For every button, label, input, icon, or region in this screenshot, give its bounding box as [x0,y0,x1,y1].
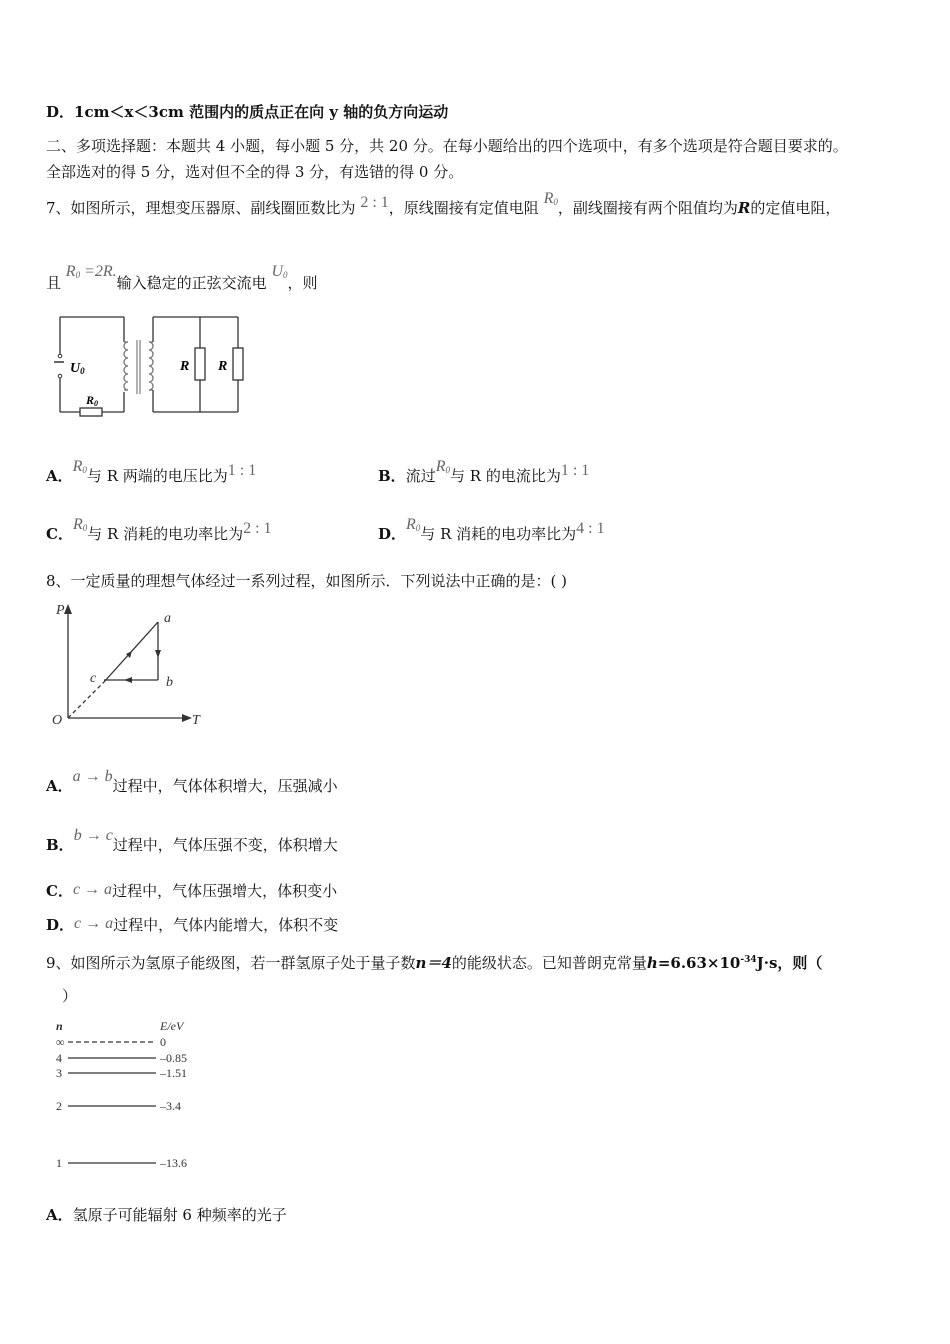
point-a-label: a [164,611,171,626]
q9-stem-close: ） [62,987,78,1005]
level-e-inf: 0 [160,1035,166,1049]
option-label: D． [46,103,75,121]
level-n-2: 2 [56,1099,62,1113]
resistor-2-label: R [218,359,228,374]
q8-pt-graph [48,600,218,730]
section-2-heading: 二、多项选择题：本题共 4 小题，每小题 5 分，共 20 分。在每小题给出的四个选项中，有多个选项是符合题目要求的。 [46,137,848,155]
resistor-1-label: R [180,359,190,374]
ratio-formula: 2 : 1 [360,194,389,211]
level-n-3: 3 [56,1066,62,1080]
r0-label: R0 [86,393,99,408]
q8-stem: 8、一定质量的理想气体经过一系列过程，如图所示．下列说法中正确的是：( ) [46,572,568,590]
source-label: U0 [70,361,85,376]
r0-symbol: $R_0$ [543,190,558,207]
u0-symbol: $U_0$ [271,263,288,280]
graph-y-label: P [56,603,65,618]
level-e-4: –0.85 [160,1051,187,1065]
level-e-2: –3.4 [160,1099,181,1113]
r0-equation: $R_0 =2R$. [65,263,117,280]
q9-stem: 9、如图所示为氢原子能级图，若一群氢原子处于量子数n＝4的能级状态。已知普朗克常量$h=6.63\times 10^{-34}J\cdot s$，则（ [46,954,823,972]
q9-option-a: A．氢原子可能辐射 6 种频率的光子 [46,1206,287,1224]
q7-option-d: D．$R_0$与 R 消耗的电功率比为4 : 1 [378,516,605,543]
e-header: E/eV [160,1019,184,1033]
q6-option-d [46,102,448,122]
process-formula: b → c [73,827,113,844]
r0-symbol: $R_0$ [406,516,421,533]
q8-option-c: C．c → a过程中，气体压强增大，体积变小 [46,881,338,900]
q7-option-c: C．$R_0$与 R 消耗的电功率比为2 : 1 [46,516,272,543]
q8-option-a: A．a → b过程中，气体体积增大，压强减小 [46,768,338,795]
graph-x-label: T [192,713,200,728]
q7-stem-line2: 且 $R_0 =2R$.输入稳定的正弦交流电 $U_0$，则 [46,263,318,292]
point-b-label: b [166,675,173,690]
section-2-note: 全部选对的得 5 分，选对但不全的得 3 分，有选错的得 0 分。 [46,163,464,181]
q7-option-b: B．流过$R_0$与 R 的电流比为1 : 1 [378,458,590,485]
process-formula: a → b [72,768,113,785]
graph-origin-label: O [52,713,63,728]
q7-option-a: A．$R_0$与 R 两端的电压比为1 : 1 [46,458,257,485]
q8-option-d: D．c → a过程中，气体内能增大，体积不变 [46,915,339,934]
option-text: 1cm＜x＜3cm 范围内的质点正在向 y 轴的负方向运动 [74,103,449,121]
process-formula: c → a [72,881,113,898]
q7-circuit-diagram [52,312,252,422]
level-n-1: 1 [56,1156,62,1170]
level-n-4: 4 [56,1051,62,1065]
q7-stem-line1: 7、如图所示，理想变压器原、副线圈匝数比为 2 : 1，原线圈接有定值电阻 $R_0$，副线圈接有两个阻值均为R的定值电阻， [46,190,841,217]
q9-energy-level-diagram [52,1018,222,1173]
q8-option-b: B．b → c过程中，气体压强不变，体积增大 [46,827,338,854]
process-formula: c → a [74,915,114,932]
level-e-3: –1.51 [160,1066,187,1080]
r0-symbol: $R_0$ [72,458,87,475]
level-n-inf: ∞ [56,1035,65,1049]
n-header: n [56,1019,63,1033]
level-e-1: –13.6 [160,1156,187,1170]
point-c-label: c [90,671,97,686]
r0-symbol: $R_0$ [435,458,450,475]
r0-symbol: $R_0$ [72,516,88,533]
